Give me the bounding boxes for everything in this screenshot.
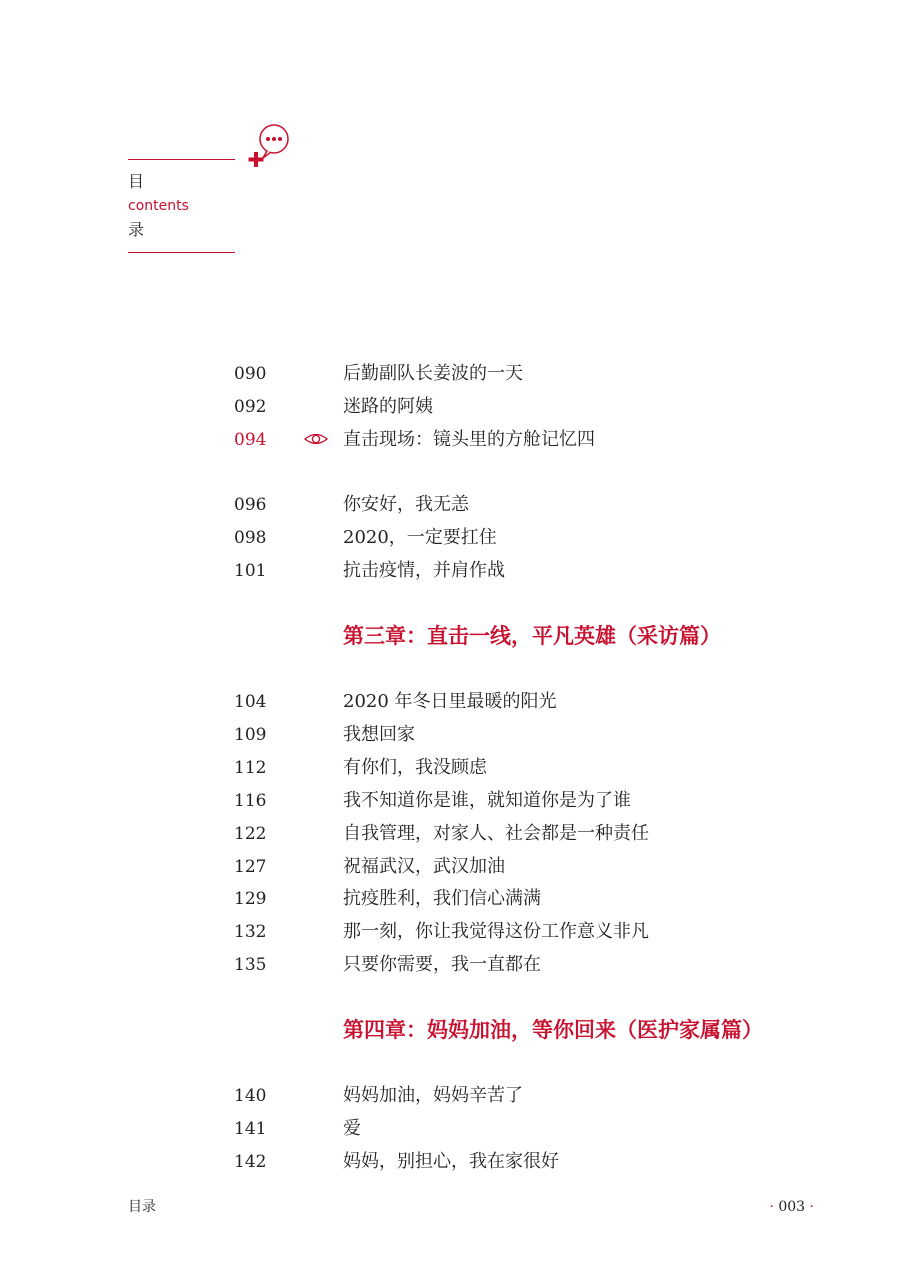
footer-dot-right: · [809, 1199, 814, 1215]
footer-page-number: 003 [778, 1199, 806, 1215]
toc-page-number: 096 [234, 495, 267, 515]
toc-title: 迷路的阿姨 [343, 396, 433, 417]
toc-page-number: 098 [234, 528, 267, 548]
toc-page-number: 090 [234, 364, 267, 384]
toc-entry[interactable] [0, 359, 900, 389]
toc-entry[interactable] [0, 490, 900, 520]
toc-title: 祝福武汉，武汉加油 [343, 856, 505, 877]
header-title-en: contents [128, 198, 189, 214]
toc-entry[interactable] [0, 819, 900, 849]
toc-page-number: 109 [234, 725, 267, 745]
toc-entry[interactable] [0, 786, 900, 816]
toc-title: 自我管理，对家人、社会都是一种责任 [343, 823, 649, 844]
header-title-top: 目 [128, 172, 145, 191]
toc-entry[interactable] [0, 687, 900, 717]
toc-entry[interactable] [0, 950, 900, 980]
header-title-bottom: 录 [128, 220, 145, 239]
toc-entry[interactable] [0, 1147, 900, 1177]
toc-entry[interactable] [0, 720, 900, 750]
toc-title: 有你们，我没顾虑 [343, 757, 487, 778]
toc-entry[interactable] [0, 852, 900, 882]
toc-entry[interactable] [0, 1081, 900, 1111]
toc-page-number: 141 [234, 1119, 267, 1139]
toc-title: 妈妈加油，妈妈辛苦了 [343, 1085, 523, 1106]
footer-page-number-block [769, 1197, 814, 1217]
toc-page-number: 129 [234, 889, 267, 909]
toc-page-number: 092 [234, 397, 267, 417]
toc-page-number: 135 [234, 955, 267, 975]
toc-title: 2020 年冬日里最暖的阳光 [343, 691, 557, 712]
toc-entry[interactable] [0, 917, 900, 947]
toc-page-number: 112 [234, 758, 267, 778]
toc-entry[interactable] [0, 753, 900, 783]
toc-title: 抗击疫情，并肩作战 [343, 560, 505, 581]
toc-entry-highlighted[interactable] [0, 425, 900, 455]
chapter-heading-3[interactable]: 第三章：直击一线，平凡英雄（采访篇） [343, 623, 721, 648]
footer-section-label: 目录 [128, 1199, 156, 1215]
toc-page-number: 101 [234, 561, 267, 581]
toc-title: 妈妈，别担心，我在家很好 [343, 1151, 559, 1172]
toc-title: 我想回家 [343, 724, 415, 745]
toc-title: 后勤副队长姜波的一天 [343, 363, 523, 384]
chapter-heading-4[interactable]: 第四章：妈妈加油，等你回来（医护家属篇） [343, 1017, 763, 1042]
toc-page-number: 132 [234, 922, 267, 942]
toc-page-number: 116 [234, 791, 267, 811]
toc-title: 抗疫胜利，我们信心满满 [343, 888, 541, 909]
toc-title: 爱 [343, 1118, 361, 1139]
toc-page-number: 142 [234, 1152, 267, 1172]
toc-entry[interactable] [0, 884, 900, 914]
toc-title: 那一刻，你让我觉得这份工作意义非凡 [343, 921, 649, 942]
toc-title: 你安好，我无恙 [343, 494, 469, 515]
toc-title: 直击现场：镜头里的方舱记忆四 [343, 429, 595, 450]
eye-icon [303, 431, 329, 447]
toc-title: 我不知道你是谁，就知道你是为了谁 [343, 790, 631, 811]
toc-page-number: 127 [234, 857, 267, 877]
toc-title: 2020，一定要扛住 [343, 527, 497, 548]
toc-entry[interactable] [0, 1114, 900, 1144]
toc-page-number: 140 [234, 1086, 267, 1106]
toc-page-number: 104 [234, 692, 267, 712]
toc-page-number: 122 [234, 824, 267, 844]
toc-entry[interactable] [0, 556, 900, 586]
toc-entry[interactable] [0, 523, 900, 553]
toc-title: 只要你需要，我一直都在 [343, 954, 541, 975]
toc-entry[interactable] [0, 392, 900, 422]
toc-page-number: 094 [234, 430, 267, 450]
footer-dot-left: · [769, 1199, 774, 1215]
